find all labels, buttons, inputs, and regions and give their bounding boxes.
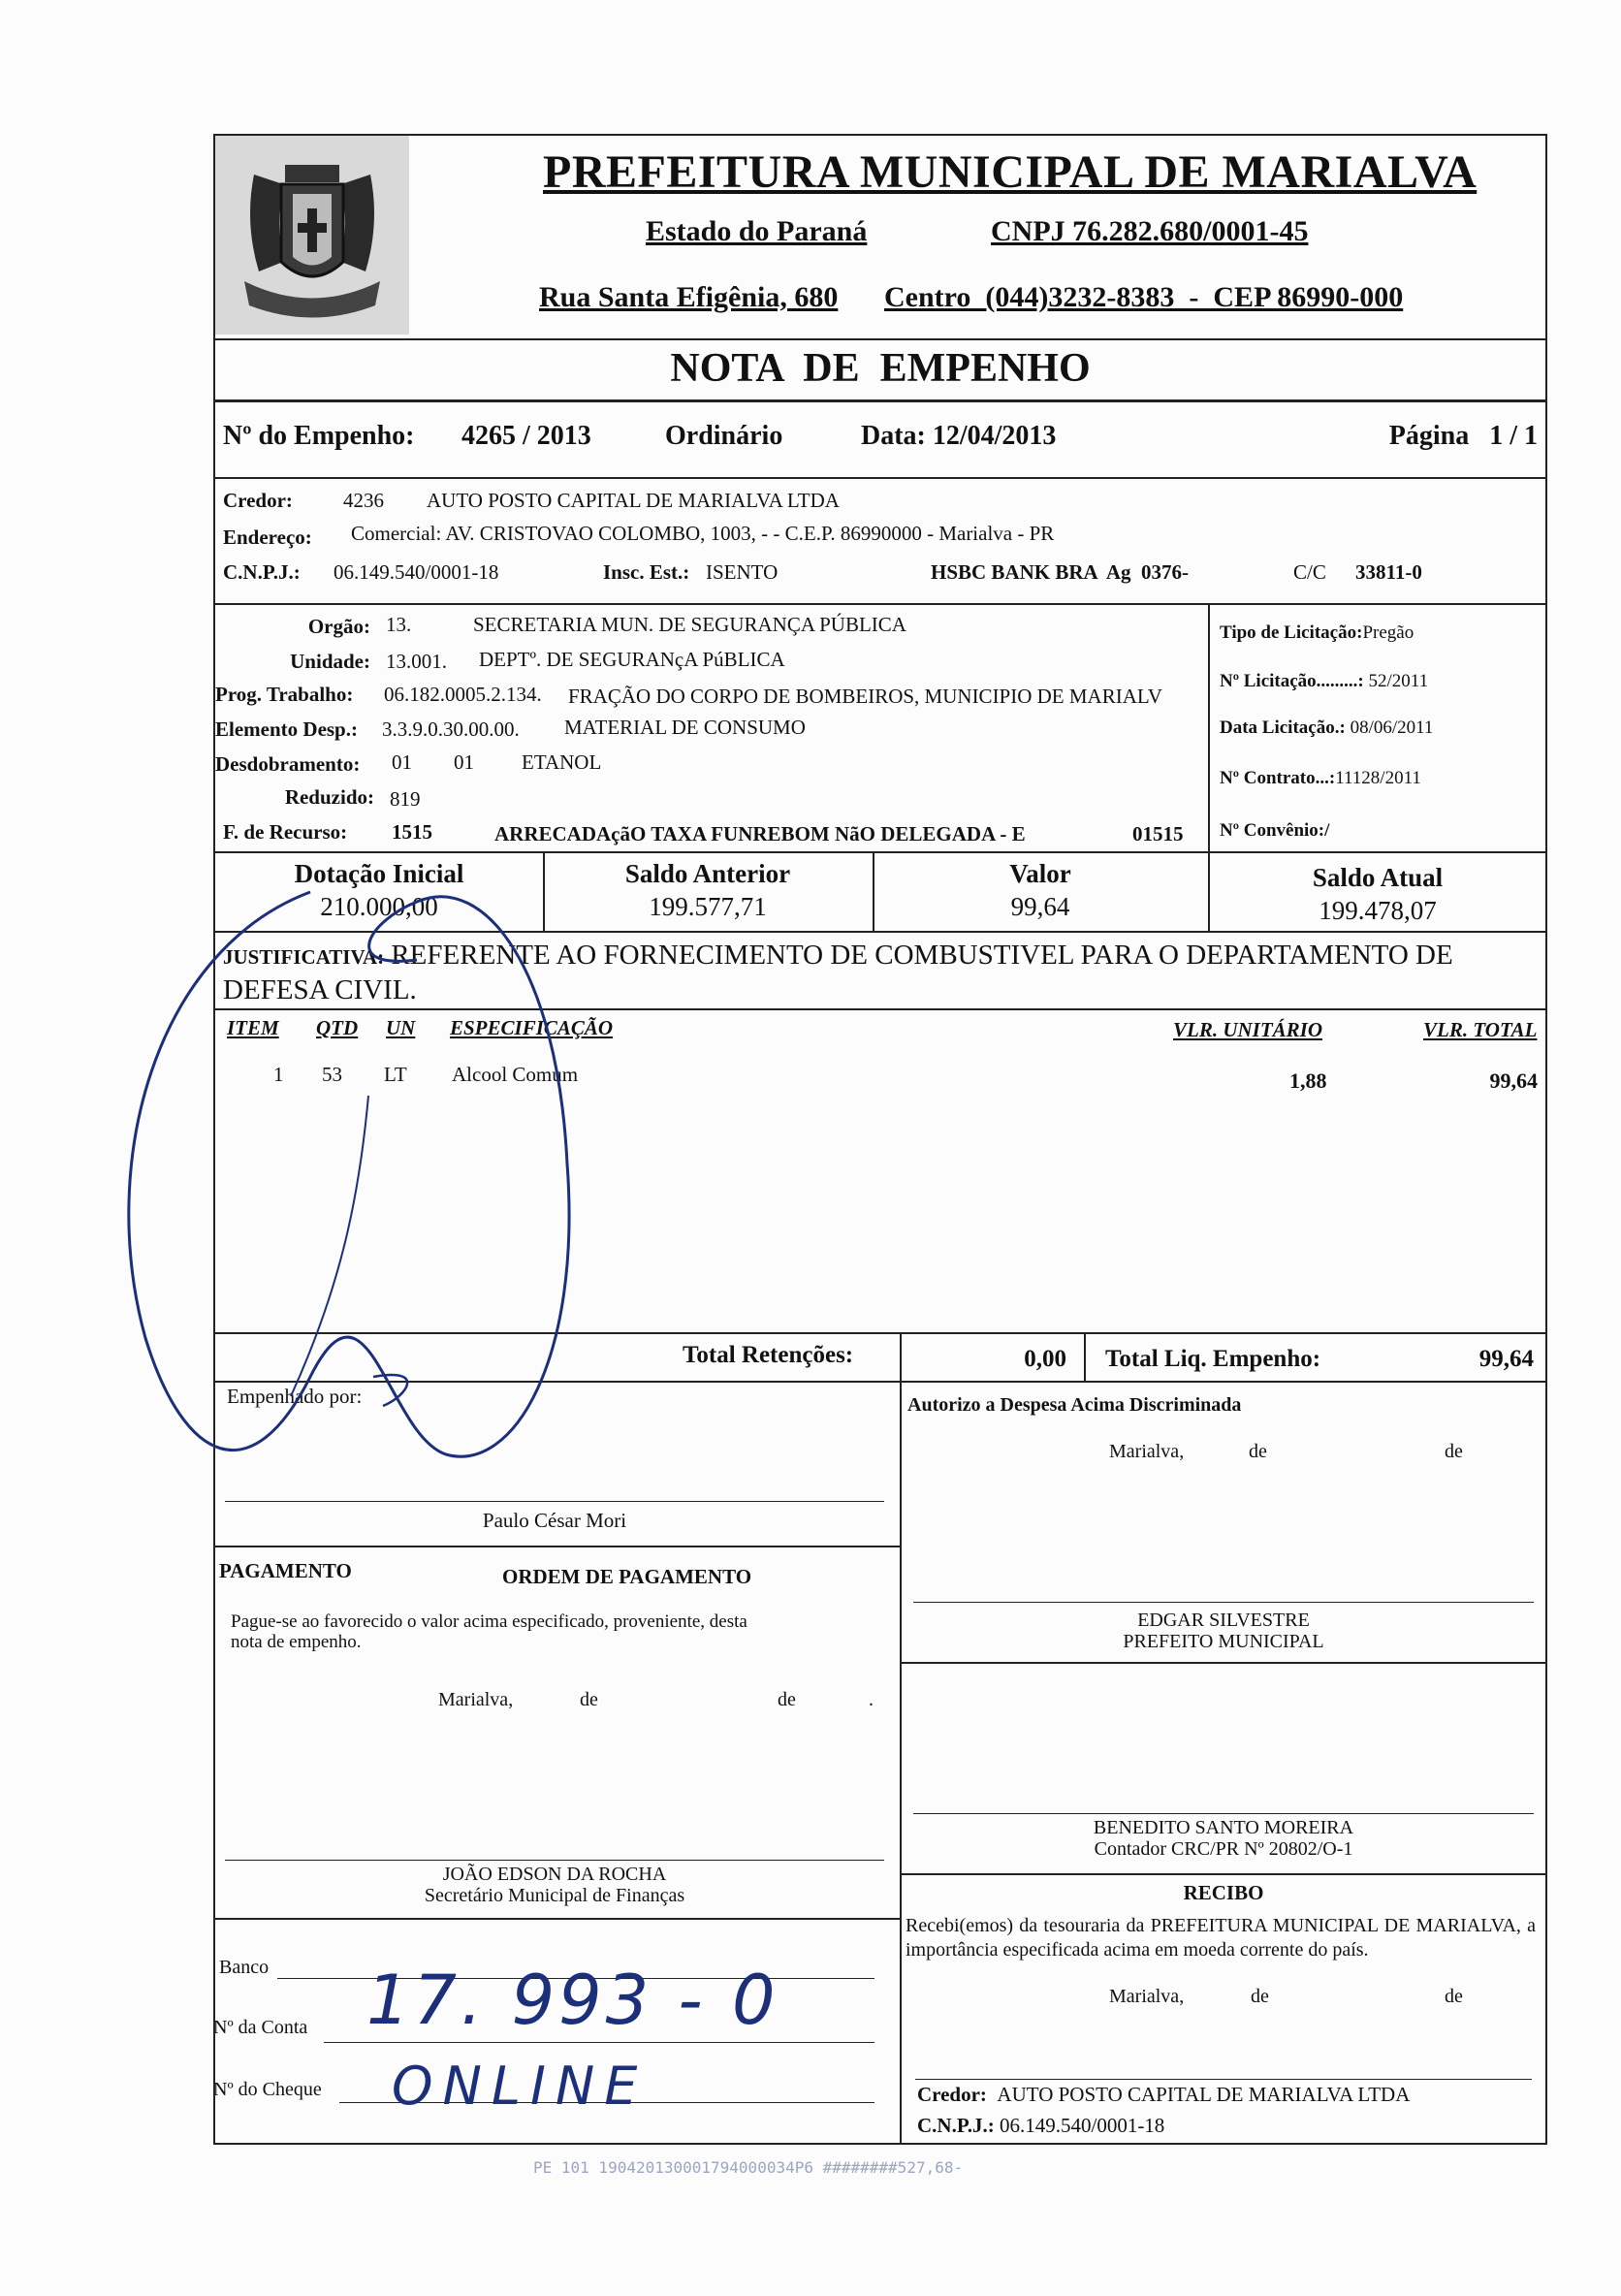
recurso-label: F. de Recurso: [223,820,348,844]
empenho-type: Ordinário [665,421,783,451]
rule [915,2079,1532,2080]
cc-label: C/C [1293,560,1326,584]
credor-cnpj: 06.149.540/0001-18 [334,560,499,584]
justificativa-text: REFERENTE AO FORNECIMENTO DE COMBUSTIVEL PARA O DEPARTAMENTO DE [391,940,1453,971]
licitacao-numero [1220,671,1428,692]
unidade: DEPTº. DE SEGURANçA PúBLICA [479,648,785,671]
recibo-de-2: de [1445,1986,1463,2007]
empenho-number: 4265 / 2013 [461,421,591,451]
col-un: UN [386,1016,416,1039]
credor-cnpj-label: C.N.P.J.: [223,560,301,584]
recurso-code: 1515 [392,820,432,844]
elemento-label: Elemento Desp.: [215,718,358,741]
contador-role: Contador CRC/PR Nº 20802/O-1 [1094,1838,1353,1860]
licitacao-data-label: Data Licitação.: [1220,718,1346,738]
pagamento-text-1: Pague-se ao favorecido o valor acima especificado, proveniente, desta [231,1611,747,1632]
justificativa-label: JUSTIFICATIVA: [223,945,385,969]
credor-code: 4236 [343,489,384,512]
orgao: SECRETARIA MUN. DE SEGURANÇA PÚBLICA [473,613,906,636]
autorizo-de-1: de [1249,1441,1267,1462]
col-qtd: QTD [316,1016,359,1039]
header-title: PREFEITURA MUNICIPAL DE MARIALVA [543,146,1478,198]
saldo-atual: 199.478,07 [1319,896,1437,925]
municipal-coat-of-arms [215,136,409,335]
credor-name: AUTO POSTO CAPITAL DE MARIALVA LTDA [427,489,840,512]
rule [213,1332,1547,1334]
rule [213,931,1547,933]
rule [213,851,1547,853]
item-vlr-total: 99,64 [1489,1068,1538,1093]
justificativa [223,939,1453,1006]
licitacao-tipo [1220,622,1414,644]
licitacao-contrato [1220,768,1421,789]
unidade-label: Unidade: [290,650,370,673]
pagamento-label: PAGAMENTO [219,1559,352,1582]
dotacao-inicial: 210.000,00 [320,892,438,921]
contador-signature [913,1817,1534,1860]
recibo-de-1: de [1251,1986,1269,2007]
empenho-number-label: Nº do Empenho: [223,421,415,451]
dotacao-inicial-label: Dotação Inicial [294,859,464,888]
header-address: Rua Santa Efigênia, 680 [539,281,839,313]
endereco-label: Endereço: [223,526,312,549]
page: PREFEITURA MUNICIPAL DE MARIALVA Estado do Paraná CNPJ 76.282.680/0001-45 Rua Santa Efigênia, 680 Centro (044)3232-8383 - CEP 86990-000 NOTA DE EMPENHO Nº do Empenho: 4265 / 2013 Ordinário Data: 12/04/2013 Página 1 / 1 Credor: 4236 AUTO POSTO CAPITAL DE MARIALVA LTDA Endereço: Comercial: AV. CRISTOVAO COLOMBO, 1003, - - C.E.P. 86990000 - Marialva - PR C.N.P.J.: 06.149.540/0001-18 Insc. Est.: ISENTO HSBC BANK BRA Ag 0376- C/C 33811-0 Orgão: 13. SECRETARIA MUN. DE SEGURANÇA PÚBLICA Unidade: 13.001. DEPTº. DE SEGURANçA PúBLICA Prog. Trabalho: 06.182.0005.2.134. FRAÇÃO DO CORPO DE BOMBEIROS, MUNICIPIO DE MARIALV Elemento Desp.: 3.3.9.0.30.00.00. MATERIAL DE CONSUMO Desdobramento: 01 01 ETANOL Reduzido: 819 F. de Recurso: 1515 ARRECADAçãO TAXA FUNREBOM NãO DELEGADA - E 01515 Tipo de Licitação:Pregão Nº Licitação.........: 52/2011 Data Licitação.: 08/06/2011 Nº Contrato...:11128/2011 Nº Convênio:/ Dotação Inicial 210.000,00 Saldo Anterior 199.577,71 Valor 99,64 Saldo Atual 199.478,07 JUSTIFICATIVA: REFERENTE AO FORNECIMENTO DE COMBUSTIVEL PARA O DEPARTAMENTO DE DEFESA CIVIL. ITEM QTD UN ESPECIFICAÇÃO VLR. UNITÁRIO VLR. TOTAL 1 53 LT Alcool Comum 1,88 99,64 Total Retenções: 0,00 Total Liq. Empenho: 99,64 Empenhado por: Paulo César Mori Autorizo a Despesa Acima Discriminada Marialva, de de EDGAR SILVESTRE PREFEITO MUNICIPAL PAGAMENTO ORDEM DE PAGAMENTO Pague-se ao favorecido o valor acima especificado, proveniente, desta nota de empenho. Marialva, de de . JOÃO EDSON DA ROCHA Secretário Municipal de Finanças BENEDITO SANTO MOREIRA Contador CRC/PR Nº 20802/O-1 RECIBO Recebi(emos) da tesouraria da PREFEITURA MUNICIPAL DE MARIALVA, a importância especificada acima em moeda corrente do país. Marialva, de de Credor: AUTO POSTO CAPITAL DE MARIALVA LTDA C.N.P.J.: 06.149.540/0001-18 Banco Nº da Conta 17. 993 - 0 Nº do Cheque ONLINE PE 101 190420130001794000034P6 ########527,68- [0,0,1621,2296]
conta-label: Nº da Conta [213,2017,308,2038]
licitacao-tipo-label: Tipo de Licitação: [1220,622,1363,643]
pagamento-text-2: nota de empenho. [231,1632,362,1652]
rule [213,1381,1547,1383]
licitacao-numero-value: 52/2011 [1368,671,1429,691]
pagamento-de-2: de [778,1689,796,1710]
cc: 33811-0 [1355,560,1422,584]
rule [213,1546,900,1547]
licitacao-tipo-value: Pregão [1362,622,1414,643]
autorizo-place: Marialva, [1109,1441,1185,1462]
licitacao-contrato-value: 11128/2011 [1335,768,1421,788]
licitacao-contrato-label: Nº Contrato...: [1220,768,1336,788]
empenho-date: Data: 12/04/2013 [861,421,1057,451]
cheque-label: Nº do Cheque [213,2079,322,2100]
rule [1084,1332,1086,1381]
col-item: ITEM [227,1016,279,1039]
col-vlr-unitario: VLR. UNITÁRIO [1173,1018,1323,1041]
rule [213,1008,1547,1010]
valor: 99,64 [1010,892,1070,921]
recibo-credor-label: Credor: [917,2083,987,2106]
rule [213,1918,900,1920]
conta-handwritten: 17. 993 - 0 [366,1961,779,2040]
empenhado-label: Empenhado por: [227,1385,363,1408]
secretario-signature [225,1864,884,1906]
recibo-place: Marialva, [1109,1986,1185,2007]
signature-line [225,1501,884,1502]
rule [900,1662,1547,1664]
bank: HSBC BANK BRA Ag 0376- [931,560,1190,584]
unidade-code: 13.001. [386,650,447,673]
endereco: Comercial: AV. CRISTOVAO COLOMBO, 1003, - - C.E.P. 86990000 - Marialva - PR [351,522,1055,545]
cheque-handwritten: ONLINE [392,2056,648,2117]
item-vlr-unitario: 1,88 [1289,1068,1327,1093]
pagamento-text [231,1611,747,1652]
header-state: Estado do Paraná [646,215,868,247]
reduzido-label: Reduzido: [284,785,374,809]
rule [1208,603,1210,851]
item-number: 1 [273,1063,284,1086]
desdobramento-label: Desdobramento: [215,752,361,776]
field-line [324,2042,874,2043]
elemento-code: 3.3.9.0.30.00.00. [382,718,520,741]
elemento: MATERIAL DE CONSUMO [564,716,806,739]
recibo-credor [917,2083,1410,2107]
desdobramento-b: 01 [454,750,474,774]
doc-title: NOTA DE EMPENHO [670,346,1091,391]
licitacao-convenio: Nº Convênio:/ [1220,820,1330,841]
page-number: Página 1 / 1 [1388,421,1538,451]
total-retencoes: 0,00 [1024,1346,1066,1372]
col-especificacao: ESPECIFICAÇÃO [450,1016,614,1039]
saldo-anterior: 199.577,71 [649,892,767,921]
pagamento-de-1: de [580,1689,598,1710]
prog: FRAÇÃO DO CORPO DE BOMBEIROS, MUNICIPIO DE MARIALV [568,685,1162,708]
signature-line [913,1813,1534,1814]
rule [900,1332,902,2145]
rule [213,399,1547,402]
prefeito-role: PREFEITO MUNICIPAL [1123,1631,1324,1652]
signature-line [913,1602,1534,1603]
credor-label: Credor: [223,489,293,512]
prefeito-name: EDGAR SILVESTRE [1137,1610,1310,1631]
item-un: LT [384,1063,407,1086]
contador-name: BENEDITO SANTO MOREIRA [1093,1817,1354,1838]
saldo-atual-label: Saldo Atual [1312,863,1444,892]
prog-label: Prog. Trabalho: [215,683,354,706]
signature-line [225,1860,884,1861]
saldo-anterior-label: Saldo Anterior [624,859,791,888]
total-liq-label: Total Liq. Empenho: [1105,1346,1321,1372]
total-retencoes-label: Total Retenções: [683,1342,854,1368]
recibo-credor-name: AUTO POSTO CAPITAL DE MARIALVA LTDA [997,2083,1411,2106]
header-cnpj: CNPJ 76.282.680/0001-45 [991,215,1309,247]
desdobramento-a: 01 [392,750,412,774]
secretario-role: Secretário Municipal de Finanças [424,1885,685,1906]
col-vlr-total: VLR. TOTAL [1423,1018,1538,1041]
insc-label: Insc. Est.: [603,560,690,584]
licitacao-numero-label: Nº Licitação.........: [1220,671,1364,691]
orgao-code: 13. [386,613,412,636]
recibo-title: RECIBO [1183,1881,1264,1904]
recibo-cnpj [917,2114,1164,2138]
licitacao-data-value: 08/06/2011 [1350,718,1434,738]
item-qtd: 53 [322,1063,342,1086]
recurso: ARRECADAçãO TAXA FUNREBOM NãO DELEGADA - E [494,822,1026,845]
prog-code: 06.182.0005.2.134. [384,683,542,706]
recibo-cnpj-value: 06.149.540/0001-18 [999,2114,1165,2137]
licitacao-data [1220,718,1433,739]
bank-stamp: PE 101 190420130001794000034P6 ########527,68- [533,2158,964,2177]
insc: ISENTO [706,560,779,584]
secretario-name: JOÃO EDSON DA ROCHA [442,1864,667,1885]
total-liq: 99,64 [1478,1346,1534,1372]
item-especificacao: Alcool Comum [452,1063,579,1086]
justificativa-text-2: DEFESA CIVIL. [223,974,417,1005]
recibo-cnpj-label: C.N.P.J.: [917,2114,995,2137]
empenhado-name: Paulo César Mori [482,1509,627,1532]
recurso-code-2: 01515 [1132,822,1184,845]
header-address-contact: Centro (044)3232-8383 - CEP 86990-000 [884,281,1404,313]
coat-of-arms-icon [215,136,409,335]
autorizo-label: Autorizo a Despesa Acima Discriminada [907,1394,1242,1416]
autorizo-de-2: de [1445,1441,1463,1462]
rule [213,477,1547,479]
valor-label: Valor [1009,859,1071,888]
rule [213,603,1547,605]
rule [900,1873,1547,1875]
prefeito-signature [913,1610,1534,1652]
orgao-label: Orgão: [307,615,370,638]
pagamento-place: Marialva, [438,1689,514,1710]
reduzido: 819 [390,787,421,811]
ordem-pagamento: ORDEM DE PAGAMENTO [502,1565,752,1588]
recibo-text: Recebi(emos) da tesouraria da PREFEITURA MUNICIPAL DE MARIALVA, a importância especificada acima em moeda corrente do país. [906,1915,1536,1961]
desdobramento: ETANOL [522,750,602,774]
banco-label: Banco [219,1957,270,1978]
